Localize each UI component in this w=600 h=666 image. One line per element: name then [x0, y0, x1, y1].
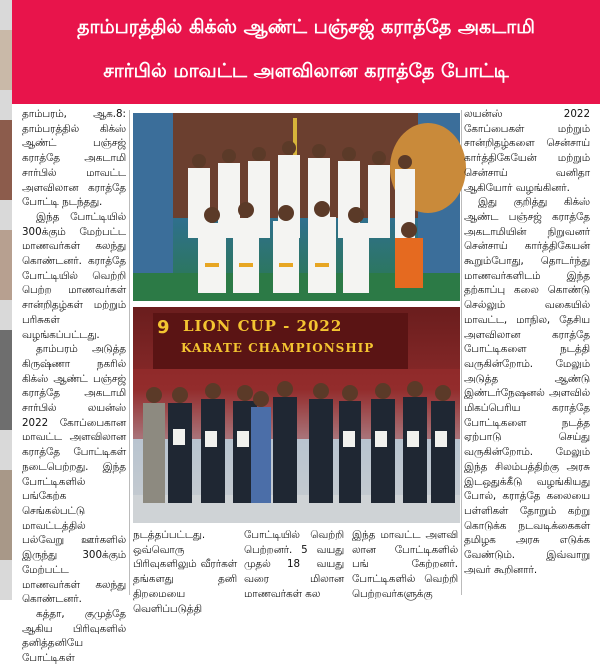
bottom-text-3 — [352, 528, 458, 598]
article-headline — [12, 0, 600, 104]
column-divider-left — [129, 110, 130, 595]
bottom-paragraph-2: போட்டியில் வெற்றி பெற்றனர். 5 வயது முதல் 18 வயது வரை மிலான மாணவர்கள் கல — [244, 529, 344, 600]
adjacent-page-strip — [0, 0, 12, 600]
right-paragraph-1: லயன்ஸ் 2022 கோப்பைகள் மற்றும் சான்றிதழ்களை சென்சாய் கார்த்திகேயேன் மற்றும் சென்சாய் வனிதா ஆகியோர் வழங்கினர். — [464, 108, 590, 194]
students-illustration — [133, 113, 460, 301]
group-photo-students — [133, 113, 460, 301]
bottom-paragraph-1: நடத்தப்பட்டது. ஒவ்வொரு பிரிவுகளிலும் வீரர்கள் தங்களது தனி திறமையை வெளிப்படுத்தி — [133, 529, 237, 615]
officials-illustration — [133, 307, 460, 523]
banner-title: LION CUP - 2022 — [183, 317, 343, 335]
left-paragraph-3: தாம்பரம் அடுத்த கிருஷ்ணா நகரில் கிக்ஸ் ஆண்ட் பஞ்சஜ் கராத்தே அகடாமி சார்பில் லயன்ஸ் 2022 கோப்பைகான மாவட்ட அளவிலான கராத்தே போட்டிகள் நடைபெற்றது. இந்த போட்டிகளில் பங்கேற்க செங்கல்பட்டு மாவட்டத்தில் பல்வேறு ஊர்களில் இருந்து 300க்கும் மேற்பட்ட மாணவர்கள் கலந்து கொண்டனர். — [22, 343, 126, 606]
banner-number: 9 — [157, 317, 170, 338]
right-column — [464, 107, 590, 595]
left-column — [22, 107, 126, 665]
left-paragraph-2: இந்த போட்டியில் 300க்கும் மேற்பட்ட மாணவர்கள் கலந்து கொண்டனர். கராத்தே போட்டியில் வெற்றி பெற்ற மாணவர்கள் சான்றிதழ்கள் மற்றும் பரிசுகள் வழங்கப்பட்டது. — [22, 210, 126, 341]
banner-subtitle: KARATE CHAMPIONSHIP — [181, 341, 375, 355]
right-paragraph-2: இது குறித்து கிக்ஸ் ஆண்ட பஞ்சஜ் கராத்தே அகடாமியின் நிறுவனர் சென்சாய் கார்த்திகேயன் கூறும்போது, தொடர்ந்து மாணவர்களிடம் இந்த தற்காப்பு கலை கொண்டு செல்லும் வகையில் மாவட்ட, மாநில, தேசிய அளவிலான கராத்தே போட்டிகளை நடத்தி வருகின்றோம். மேலும் அடுத்த ஆண்டு இண்டர்நேஷனல் அளவில் மிகப்பெரிய கராத்தே போட்டிகளை நடத்த ஏற்பாடு செய்து வருகின்றோம். மேலும் இந்த சிலம்பத்திற்கு அரசு இடஒதுக்கீடு வழங்கியது போல், கராத்தே கலையை பள்ளிகள் தோறும் கற்று கொடுக்க நடவடிக்கைகள் தமிழக அரசு எடுக்க வேண்டும். இவ்வாறு அவர் கூறினார். — [464, 196, 590, 576]
left-paragraph-4: கத்தா, குமுத்தே ஆகிய பிரிவுகளில் தனித்தனியே போட்டிகள் — [22, 607, 126, 665]
bottom-paragraph-3: இந்த மாவட்ட அளவி லான போட்டிகளில் பங் கேற்றனர். போட்டிகளில் வெற்றி பெற்றவர்களுக்கு — [352, 529, 458, 600]
bottom-text-1 — [133, 528, 237, 615]
headline-line-1: தாம்பரத்தில் கிக்ஸ் ஆண்ட் பஞ்சஜ் கராத்தே அகடாமி — [77, 16, 535, 38]
bottom-text-2 — [244, 528, 344, 598]
left-paragraph-1: தாம்பரம், ஆக.8: தாம்பரத்தில் கிக்ஸ் ஆண்ட் பஞ்சஜ் கராத்தே அகடாமி சார்பில் மாவட்ட அளவிலான கராத்தே போட்டி நடந்தது. — [22, 108, 126, 209]
group-photo-officials — [133, 307, 460, 523]
headline-line-2: சார்பில் மாவட்ட அளவிலான கராத்தே போட்டி — [103, 60, 509, 82]
